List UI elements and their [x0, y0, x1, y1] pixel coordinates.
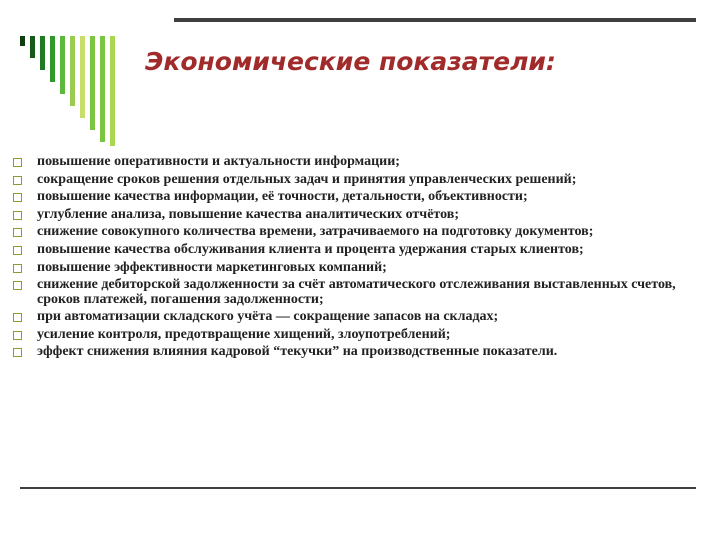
list-item-text: сокращение сроков решения отдельных задач и принятия управленческих решений; — [37, 171, 577, 187]
list-item-text: углубление анализа, повышение качества аналитических отчётов; — [37, 206, 459, 222]
list-item — [13, 243, 693, 257]
decorative-bar — [80, 36, 85, 118]
hollow-square-icon — [13, 211, 22, 220]
decorative-bar — [90, 36, 95, 130]
decorative-bar — [60, 36, 65, 94]
decorative-bar — [70, 36, 75, 106]
hollow-square-icon — [13, 228, 22, 237]
hollow-square-icon — [13, 331, 22, 340]
hollow-square-icon — [13, 193, 22, 202]
hollow-square-icon — [13, 264, 22, 273]
slide-title: Экономические показатели: — [145, 47, 556, 76]
decorative-bar — [30, 36, 35, 58]
list-item — [13, 225, 693, 239]
list-item-text: при автоматизации складского учёта — сокращение запасов на складах; — [37, 309, 499, 325]
hollow-square-icon — [13, 313, 22, 322]
hollow-square-icon — [13, 348, 22, 357]
decorative-bar — [50, 36, 55, 82]
bottom-rule — [20, 487, 696, 489]
decorative-bar — [40, 36, 45, 70]
decorative-bars — [0, 0, 720, 160]
list-item-text: снижение совокупного количества времени, затрачиваемого на подготовку документов; — [37, 224, 594, 240]
list-item — [13, 173, 693, 187]
list-item-text: эффект снижения влияния кадровой “текучки” на производственные показатели. — [37, 344, 558, 360]
list-item-text: повышение качества обслуживания клиента и процента удержания старых клиентов; — [37, 241, 584, 257]
hollow-square-icon — [13, 281, 22, 290]
hollow-square-icon — [13, 158, 22, 167]
list-item — [13, 261, 693, 275]
bullet-list — [13, 155, 693, 363]
list-item-text: усиление контроля, предотвращение хищений, злоупотреблений; — [37, 326, 451, 342]
decorative-bar — [100, 36, 105, 142]
list-item-text: повышение оперативности и актуальности информации; — [37, 154, 400, 169]
list-item-text: повышение эффективности маркетинговых компаний; — [37, 259, 387, 275]
list-item — [13, 310, 693, 324]
decorative-bar — [20, 36, 25, 46]
list-item — [13, 345, 693, 359]
list-item — [13, 208, 693, 222]
list-item-text: повышение качества информации, её точности, детальности, объективности; — [37, 189, 528, 205]
list-item — [13, 278, 693, 307]
list-item — [13, 328, 693, 342]
list-item-text: снижение дебиторской задолженности за счёт автоматического отслеживания выставленных счетов, сроков платежей, погашения задолженности; — [37, 277, 676, 307]
hollow-square-icon — [13, 176, 22, 185]
list-item — [13, 190, 693, 204]
top-rule — [174, 18, 696, 22]
list-item — [13, 155, 693, 169]
hollow-square-icon — [13, 246, 22, 255]
decorative-bar — [110, 36, 115, 146]
